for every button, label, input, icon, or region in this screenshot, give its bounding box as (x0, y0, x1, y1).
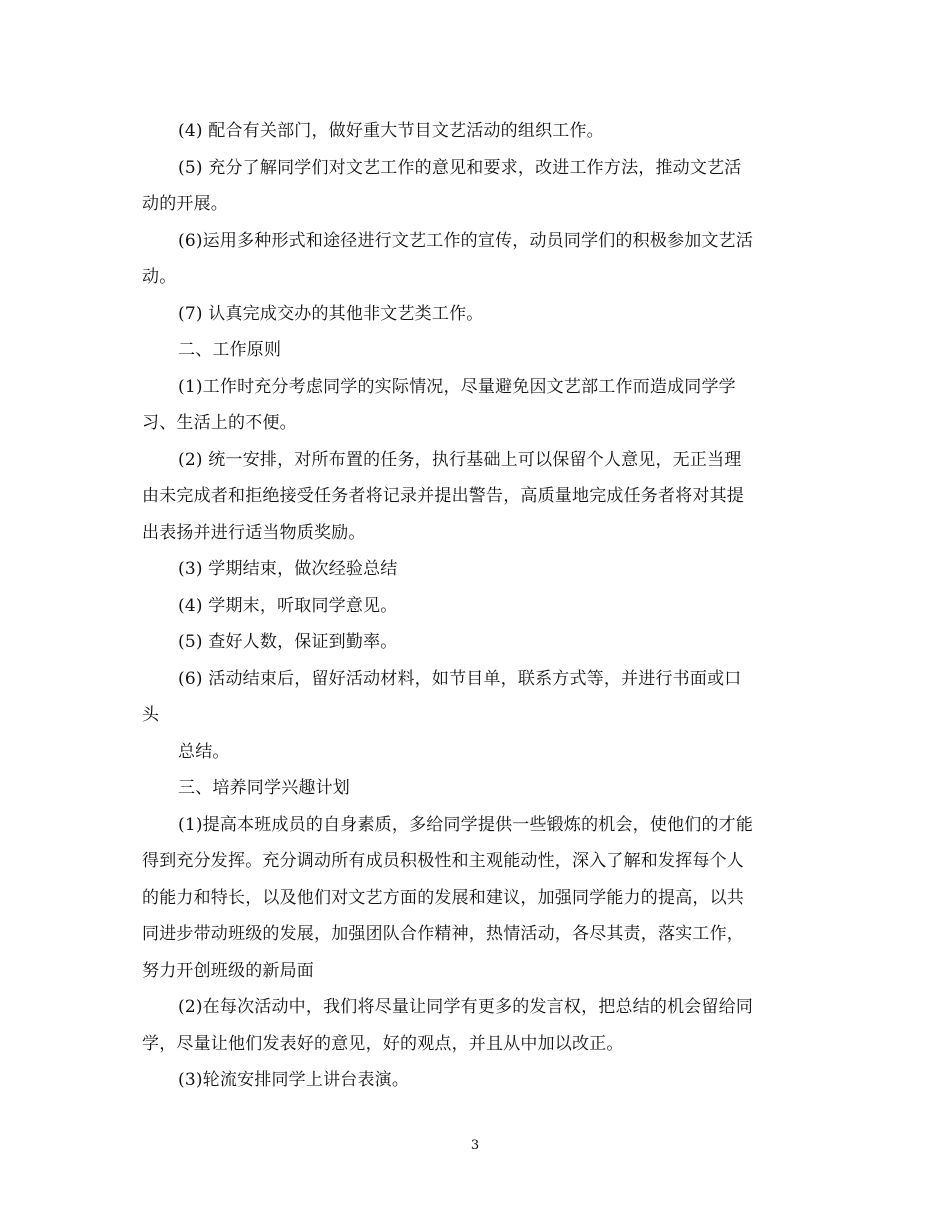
paragraph-line: (1)提高本班成员的自身素质，多给同学提供一些锻炼的机会，使他们的才能 (178, 815, 754, 835)
paragraph-line: (6)运用多种形式和途径进行文艺工作的宣传，动员同学们的积极参加文艺活 (178, 231, 754, 251)
paragraph-line: 头 (142, 705, 160, 725)
page-number: 3 (470, 1138, 480, 1153)
paragraph-line: (7) 认真完成交办的其他非文艺类工作。 (178, 304, 484, 324)
section-heading: 二、工作原则 (178, 340, 282, 360)
paragraph-line: 习、生活上的不便。 (142, 413, 297, 433)
paragraph-line: (1)工作时充分考虑同学的实际情况，尽量避免因文艺部工作而造成同学学 (178, 377, 736, 397)
paragraph-line: (3)轮流安排同学上讲台表演。 (178, 1070, 410, 1090)
paragraph-line: (3) 学期结束，做次经验总结 (178, 559, 398, 579)
paragraph-line: 努力开创班级的新局面 (142, 961, 314, 981)
paragraph-line: 的能力和特长，以及他们对文艺方面的发展和建议，加强同学能力的提高，以共 (142, 888, 744, 908)
paragraph-line: (6) 活动结束后，留好活动材料，如节目单，联系方式等，并进行书面或口 (178, 669, 742, 689)
paragraph-line: (5) 查好人数，保证到勤率。 (178, 632, 398, 652)
paragraph-line: (4) 配合有关部门，做好重大节目文艺活动的组织工作。 (178, 121, 604, 141)
paragraph-line: (2)在每次活动中，我们将尽量让同学有更多的发言权，把总结的机会留给同 (178, 997, 754, 1017)
paragraph-line: 学，尽量让他们发表好的意见，好的观点，并且从中加以改正。 (142, 1034, 624, 1054)
paragraph-line: 同进步带动班级的发展，加强团队合作精神，热情活动，各尽其责，落实工作， (142, 924, 744, 944)
section-heading: 三、培养同学兴趣计划 (178, 778, 350, 798)
paragraph-line: (2) 统一安排，对所布置的任务，执行基础上可以保留个人意见，无正当理 (178, 450, 742, 470)
paragraph-line: 动。 (142, 267, 177, 287)
paragraph-line: 总结。 (178, 742, 230, 762)
paragraph-line: (4) 学期末，听取同学意见。 (178, 596, 398, 616)
paragraph-line: 得到充分发挥。充分调动所有成员积极性和主观能动性，深入了解和发挥每个人 (142, 851, 744, 871)
paragraph-line: 动的开展。 (142, 194, 228, 214)
paragraph-line: 出表扬并进行适当物质奖励。 (142, 523, 366, 543)
paragraph-line: 由未完成者和拒绝接受任务者将记录并提出警告，高质量地完成任务者将对其提 (142, 486, 744, 506)
paragraph-line: (5) 充分了解同学们对文艺工作的意见和要求，改进工作方法，推动文艺活 (178, 158, 742, 178)
